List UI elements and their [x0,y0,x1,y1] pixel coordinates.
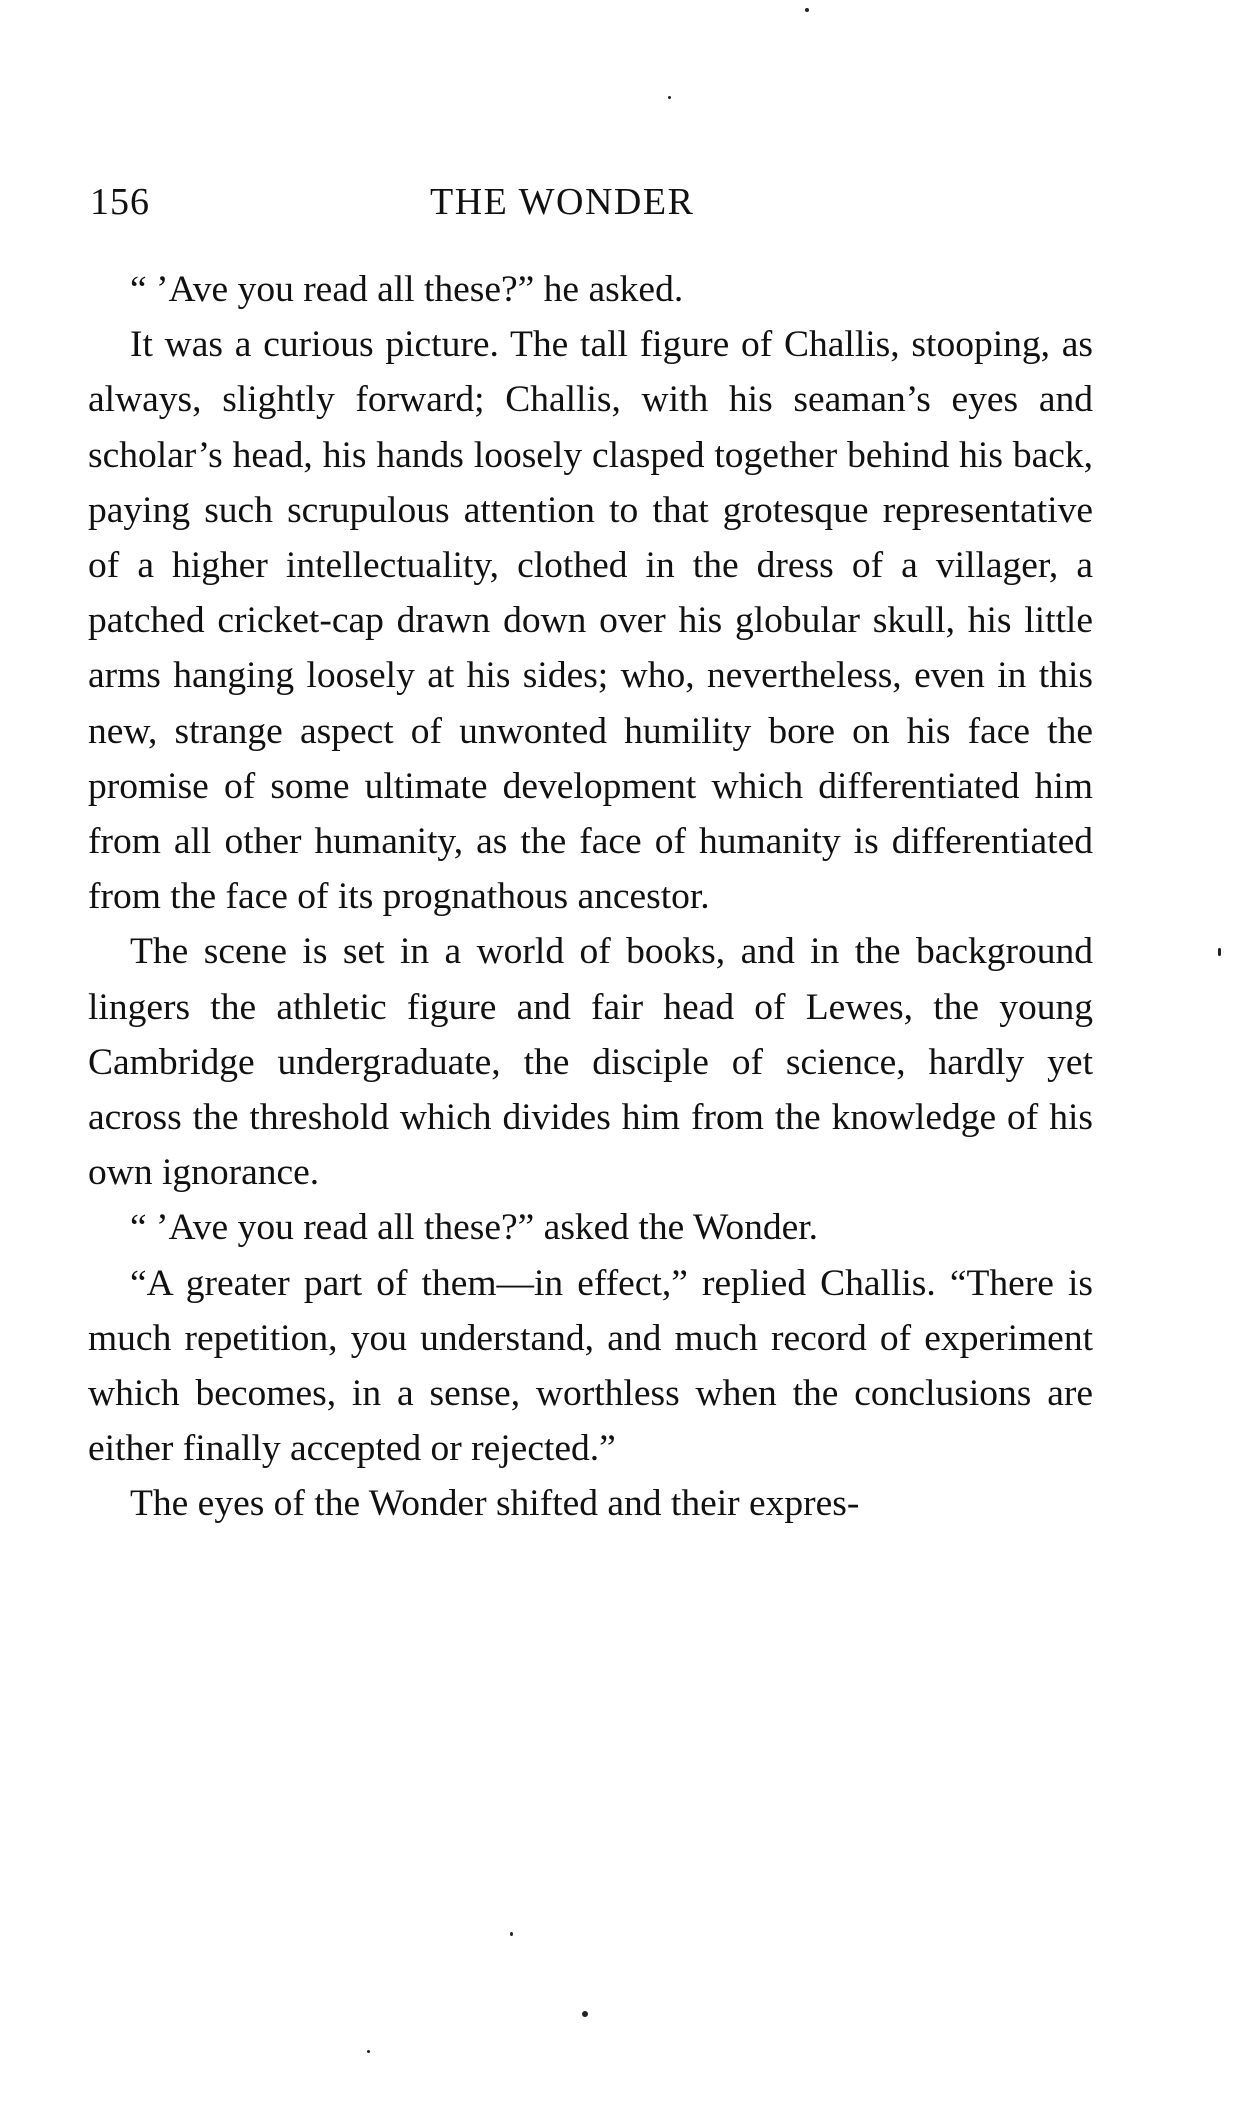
page-number: 156 [90,181,150,223]
paragraph-5: “A greater part of them—in effect,” replied Challis. “There is much repetition, you understand, and much record of experiment which becomes, in a sense, worthless when the conclusions are either finally accepted or rejected.” [88,1262,1093,1470]
paragraph-2: It was a curious picture. The tall figure of Challis, stooping, as always, slightly forward; Challis, with his seaman’s eyes and scholar’s head, his hands loosely clasped together behind his back, paying such scrupulous attention to that grotesque representative of a higher intellectuality, clothed in the dress of a villager, a patched cricket-cap drawn down over his globular skull, his little arms hanging loosely at his sides; who, nevertheless, even in this new, strange aspect of unwonted humility bore on his face the promise of some ultimate development which differentiated him from all other humanity, as the face of humanity is differentiated from the face of its prognathous ancestor. [88,324,1093,918]
scan-speck [805,8,809,12]
scan-speck [582,2011,588,2017]
paragraph-3: The scene is set in a world of books, and in the background lingers the athletic figure and fair head of Lewes, the young Cambridge undergraduate, the disciple of science, hardly yet across the threshold which divides him from the knowledge of his own ignorance. [88,931,1093,1194]
paragraph-4: “ ’Ave you read all these?” asked the Wonder. [130,1207,819,1249]
scan-speck [668,96,671,99]
running-title: THE WONDER [430,181,695,223]
scan-speck [367,2050,370,2053]
paragraph-6: The eyes of the Wonder shifted and their expres- [130,1483,860,1525]
scan-speck [1218,948,1221,956]
body-text [88,262,1093,1532]
running-head [90,180,1090,230]
paragraph-1: “ ’Ave you read all these?” he asked. [130,269,684,310]
scan-speck [510,1932,513,1936]
